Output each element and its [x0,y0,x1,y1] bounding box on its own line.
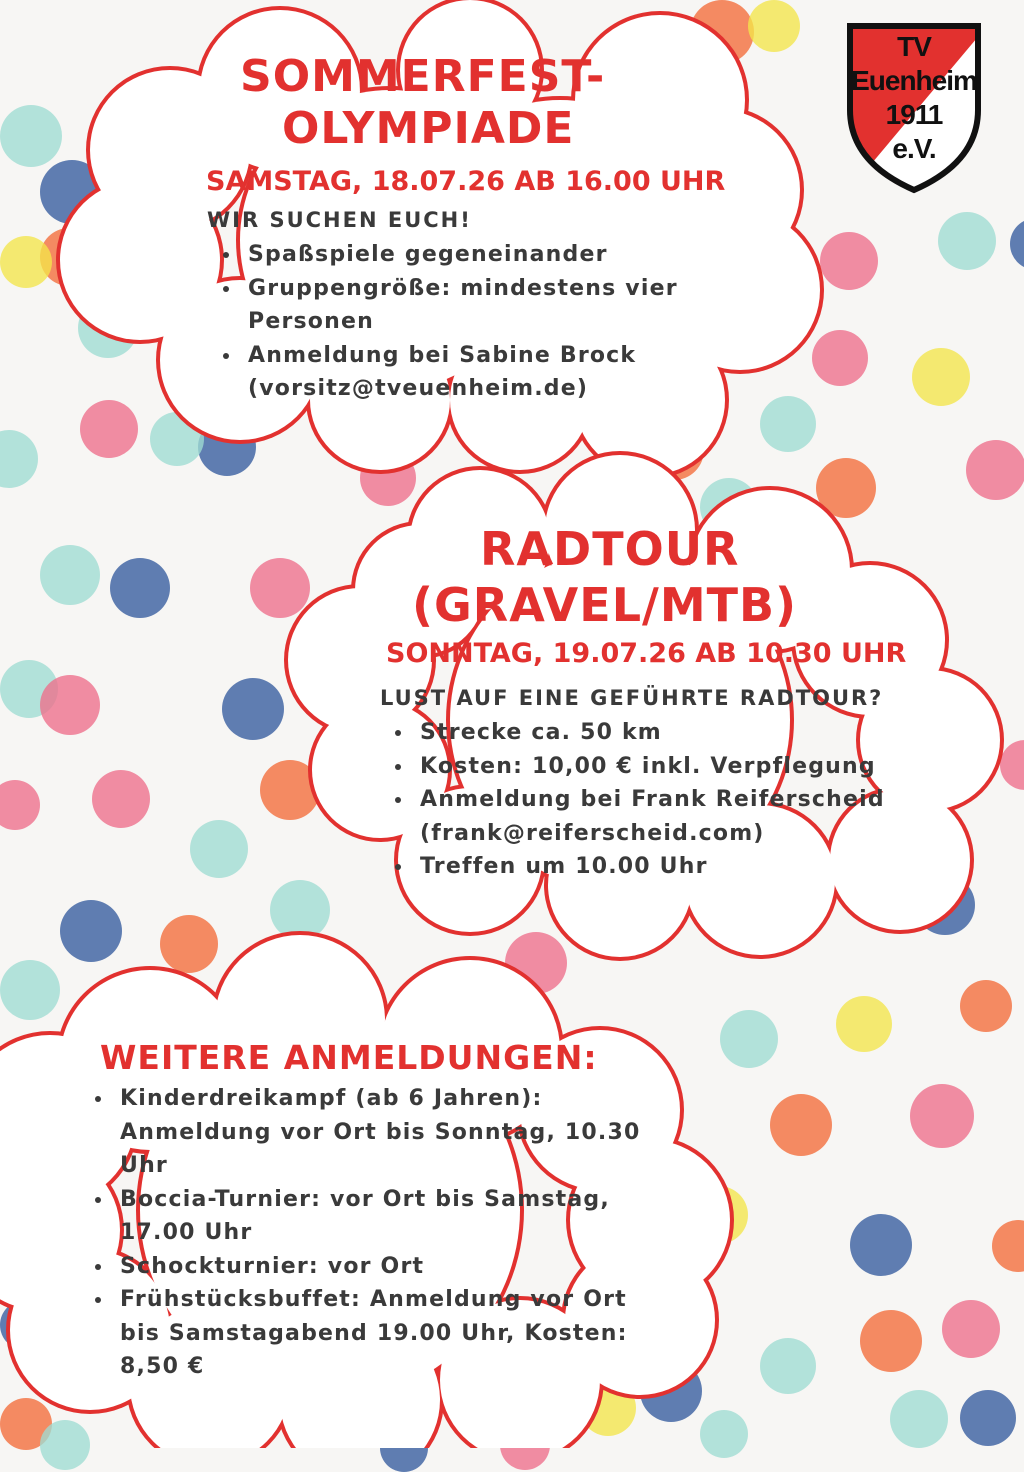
event1-list [222,238,762,406]
event1-title-line2: OLYMPIADE [282,103,575,154]
event2-title-line1: RADTOUR [480,522,740,576]
list-item: • Schockturnier: vor Ort [114,1250,674,1284]
crest-line-2: Euenheim [851,65,977,96]
list-item: • Anmeldung bei Sabine Brock (vorsitz@tveuenheim.de) [242,339,762,406]
event1-lead: WIR SUCHEN EUCH! [207,208,472,232]
list-item: • Gruppengröße: mindestens vier Personen [242,272,762,339]
list-item: • Kosten: 10,00 € inkl. Verpflegung [414,750,954,784]
event2-title-line2: (GRAVEL/MTB) [412,578,798,632]
list-item: • Spaßspiele gegeneinander [242,238,762,272]
list-item: • Anmeldung bei Frank Reiferscheid (frank@reiferscheid.com) [414,783,954,850]
list-item: • Kinderdreikampf (ab 6 Jahren): Anmeldung vor Ort bis Sonntag, 10.30 Uhr [114,1082,674,1183]
club-crest-text [846,30,982,166]
list-item: • Boccia-Turnier: vor Ort bis Samstag, 17.00 Uhr [114,1183,674,1250]
more-title: WEITERE ANMELDUNGEN: [100,1038,598,1077]
list-item: • Treffen um 10.00 Uhr [414,850,954,884]
cloud-fill-lobe [90,70,250,230]
crest-line-4: e.V. [892,133,936,164]
list-item: • Strecke ca. 50 km [414,716,954,750]
event2-lead: LUST AUF EINE GEFÜHRTE RADTOUR? [380,686,884,710]
event1-date: SAMSTAG, 18.07.26 AB 16.00 UHR [206,166,726,197]
event1-title-line1: SOMMERFEST- [240,51,606,102]
crest-line-1: TV [897,31,931,62]
more-list [94,1082,674,1384]
crest-line-3: 1911 [885,99,943,130]
event2-list [394,716,954,884]
list-item: • Frühstücksbuffet: Anmeldung vor Ort bis Samstagabend 19.00 Uhr, Kosten: 8,50 € [114,1283,674,1384]
event2-date: SONNTAG, 19.07.26 AB 10.30 UHR [386,638,907,669]
